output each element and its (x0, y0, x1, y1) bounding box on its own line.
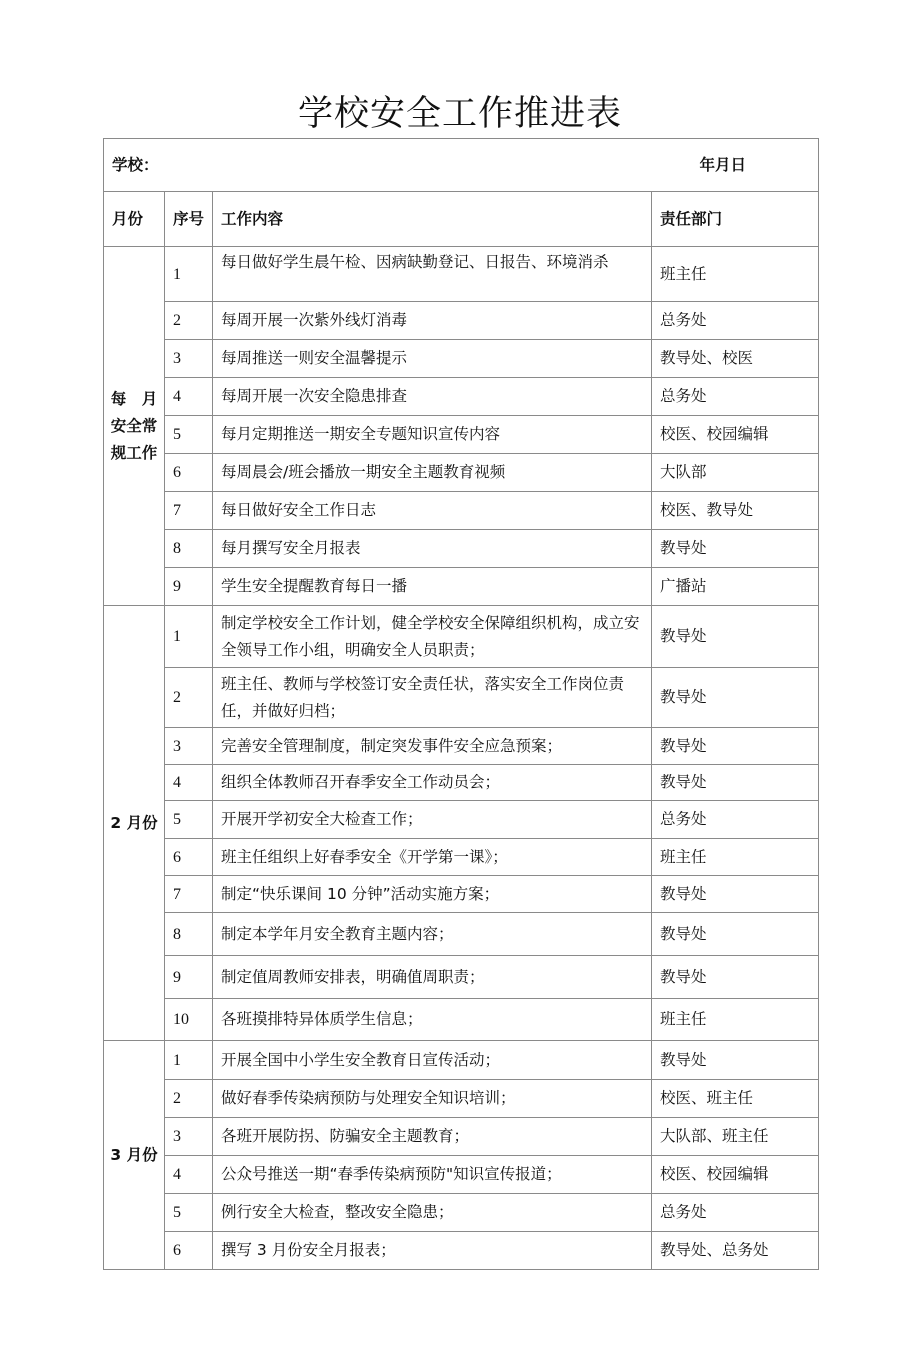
table-row (104, 728, 819, 765)
table-row (104, 913, 819, 956)
dept-cell: 教导处 (652, 1041, 819, 1080)
content-cell: 开展全国中小学生安全教育日宣传活动； (213, 1041, 652, 1080)
dept-cell: 教导处 (652, 956, 819, 999)
seq-cell: 2 (165, 1080, 213, 1118)
dept-cell: 教导处 (652, 913, 819, 956)
content-cell: 制定“快乐课间 10 分钟”活动实施方案； (213, 876, 652, 913)
content-cell: 公众号推送一期“春季传染病预防"知识宣传报道； (213, 1156, 652, 1194)
content-cell: 完善安全管理制度，制定突发事件安全应急预案； (213, 728, 652, 765)
dept-cell: 教导处 (652, 530, 819, 568)
dept-cell: 教导处、总务处 (652, 1232, 819, 1270)
dept-cell: 总务处 (652, 1194, 819, 1232)
seq-cell: 5 (165, 801, 213, 839)
table-row (104, 956, 819, 999)
seq-cell: 6 (165, 839, 213, 876)
table-row (104, 801, 819, 839)
seq-cell: 2 (165, 668, 213, 728)
seq-cell: 2 (165, 302, 213, 340)
table-row (104, 454, 819, 492)
content-cell: 做好春季传染病预防与处理安全知识培训； (213, 1080, 652, 1118)
content-cell: 组织全体教师召开春季安全工作动员会； (213, 765, 652, 801)
seq-cell: 3 (165, 728, 213, 765)
table-row (104, 492, 819, 530)
seq-cell: 6 (165, 454, 213, 492)
table-row (104, 1156, 819, 1194)
content-cell: 开展开学初安全大检查工作； (213, 801, 652, 839)
dept-cell: 校医、班主任 (652, 1080, 819, 1118)
seq-cell: 7 (165, 876, 213, 913)
seq-cell: 9 (165, 568, 213, 606)
table-row (104, 247, 819, 302)
content-cell: 每周开展一次紫外线灯消毒 (213, 302, 652, 340)
dept-cell: 教导处 (652, 765, 819, 801)
table-row (104, 839, 819, 876)
content-cell: 每周开展一次安全隐患排查 (213, 378, 652, 416)
date-label: 年月日 (699, 155, 747, 174)
seq-cell: 10 (165, 999, 213, 1041)
seq-cell: 5 (165, 1194, 213, 1232)
seq-cell: 3 (165, 340, 213, 378)
table-row (104, 1194, 819, 1232)
school-label: 学校： (112, 155, 159, 174)
content-cell: 班主任、教师与学校签订安全责任状，落实安全工作岗位责任，并做好归档； (213, 668, 652, 728)
content-cell: 各班开展防拐、防骗安全主题教育； (213, 1118, 652, 1156)
seq-cell: 4 (165, 765, 213, 801)
content-cell: 每周晨会/班会播放一期安全主题教育视频 (213, 454, 652, 492)
table-row (104, 302, 819, 340)
safety-work-table (103, 138, 819, 1270)
content-cell: 学生安全提醒教育每日一播 (213, 568, 652, 606)
month-cell: 3 月份 (104, 1041, 165, 1270)
seq-cell: 1 (165, 606, 213, 668)
seq-cell: 5 (165, 416, 213, 454)
month-cell: 2 月份 (104, 606, 165, 1041)
seq-cell: 8 (165, 530, 213, 568)
dept-cell: 教导处、校医 (652, 340, 819, 378)
dept-cell: 总务处 (652, 378, 819, 416)
seq-cell: 4 (165, 1156, 213, 1194)
table-row (104, 1232, 819, 1270)
dept-cell: 校医、教导处 (652, 492, 819, 530)
dept-cell: 班主任 (652, 999, 819, 1041)
content-cell: 每日做好安全工作日志 (213, 492, 652, 530)
seq-cell: 1 (165, 247, 213, 302)
content-cell: 班主任组织上好春季安全《开学第一课》； (213, 839, 652, 876)
header-seq: 序号 (165, 192, 213, 247)
content-cell: 撰写 3 月份安全月报表； (213, 1232, 652, 1270)
content-cell: 每月定期推送一期安全专题知识宣传内容 (213, 416, 652, 454)
dept-cell: 校医、校园编辑 (652, 1156, 819, 1194)
table-row (104, 606, 819, 668)
table-row (104, 1118, 819, 1156)
dept-cell: 教导处 (652, 668, 819, 728)
content-cell: 每月撰写安全月报表 (213, 530, 652, 568)
dept-cell: 班主任 (652, 247, 819, 302)
dept-cell: 总务处 (652, 302, 819, 340)
table-row (104, 1041, 819, 1080)
page-title: 学校安全工作推进表 (297, 94, 622, 134)
seq-cell: 4 (165, 378, 213, 416)
table-row (104, 340, 819, 378)
header-dept: 责任部门 (652, 192, 819, 247)
seq-cell: 9 (165, 956, 213, 999)
dept-cell: 教导处 (652, 728, 819, 765)
table-row (104, 876, 819, 913)
seq-cell: 1 (165, 1041, 213, 1080)
table-row (104, 568, 819, 606)
content-cell: 制定学校安全工作计划，健全学校安全保障组织机构，成立安全领导工作小组，明确安全人员职责； (213, 606, 652, 668)
table-row (104, 765, 819, 801)
dept-cell: 教导处 (652, 606, 819, 668)
dept-cell: 教导处 (652, 876, 819, 913)
dept-cell: 校医、校园编辑 (652, 416, 819, 454)
table-row (104, 530, 819, 568)
seq-cell: 8 (165, 913, 213, 956)
content-cell: 每日做好学生晨午检、因病缺勤登记、日报告、环境消杀 (213, 247, 652, 302)
seq-cell: 7 (165, 492, 213, 530)
table-row (104, 668, 819, 728)
header-content: 工作内容 (213, 192, 652, 247)
seq-cell: 3 (165, 1118, 213, 1156)
header-month: 月份 (104, 192, 165, 247)
dept-cell: 广播站 (652, 568, 819, 606)
dept-cell: 大队部、班主任 (652, 1118, 819, 1156)
content-cell: 制定值周教师安排表，明确值周职责； (213, 956, 652, 999)
table-row (104, 999, 819, 1041)
content-cell: 制定本学年月安全教育主题内容； (213, 913, 652, 956)
table-row (104, 416, 819, 454)
content-cell: 例行安全大检查，整改安全隐患； (213, 1194, 652, 1232)
school-row (104, 139, 819, 192)
seq-cell: 6 (165, 1232, 213, 1270)
school-cell (104, 139, 819, 192)
table-row (104, 1080, 819, 1118)
dept-cell: 总务处 (652, 801, 819, 839)
dept-cell: 大队部 (652, 454, 819, 492)
month-cell: 每 月安全常规工作 (104, 247, 165, 606)
dept-cell: 班主任 (652, 839, 819, 876)
column-header-row (104, 192, 819, 247)
content-cell: 每周推送一则安全温馨提示 (213, 340, 652, 378)
table-row (104, 378, 819, 416)
content-cell: 各班摸排特异体质学生信息； (213, 999, 652, 1041)
